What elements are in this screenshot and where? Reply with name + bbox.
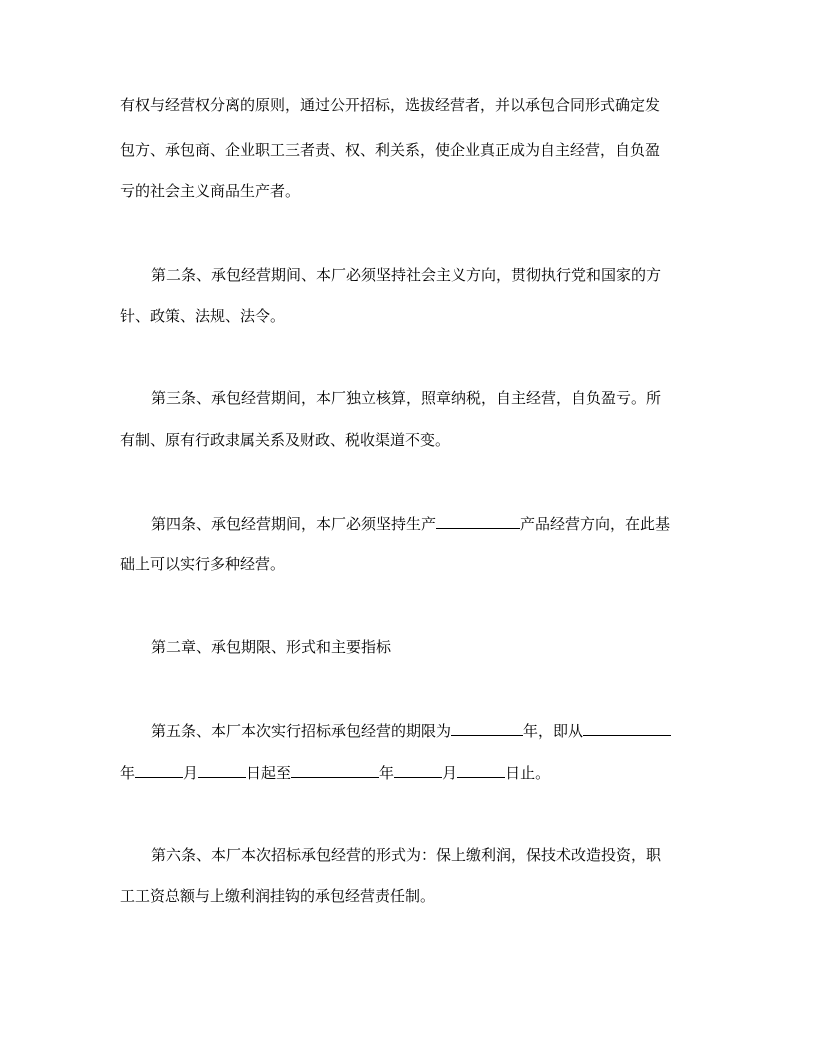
article-5-text-a: 第五条、本厂本次实行招标承包经营的期限为 [151,722,452,740]
year-label: 年 [379,764,395,782]
article-5-line-2 [120,762,550,783]
chapter-heading: 第二章、承包期限、形式和主要指标 [151,638,392,656]
month-label: 月 [183,764,199,782]
product-blank-field[interactable] [436,513,520,529]
paragraph-line: 包方、承包商、企业职工三者责、权、利关系，使企业真正成为自主经营，自负盈 [120,141,661,159]
article-5-line-1 [151,720,671,741]
article-2-line-2: 针、政策、法规、法令。 [120,307,286,325]
paragraph-line: 亏的社会主义商品生产者。 [120,182,301,200]
year-label: 年 [120,764,136,782]
month-label: 月 [442,764,458,782]
article-4-text-a: 第四条、承包经营期间，本厂必须坚持生产 [151,515,437,533]
article-3-line-2: 有制、原有行政隶属关系及财政、税收渠道不变。 [120,431,451,449]
article-6-line-1: 第六条、本厂本次招标承包经营的形式为：保上缴利润，保技术改造投资，职 [151,846,662,864]
article-5-text-b: 年，即从 [523,722,584,740]
term-years-blank-field[interactable] [451,720,523,736]
start-day-blank-field[interactable] [198,762,246,778]
article-6-line-2: 工工资总额与上缴利润挂钩的承包经营责任制。 [120,887,436,905]
article-4-line-1 [151,513,670,534]
day-end-label: 日止。 [505,764,551,782]
start-month-blank-field[interactable] [135,762,183,778]
paragraph-line: 有权与经营权分离的原则，通过公开招标，选拔经营者，并以承包合同形式确定发 [120,96,661,114]
article-3-line-1: 第三条、承包经营期间，本厂独立核算，照章纳税，自主经营，自负盈亏。所 [151,389,662,407]
day-from-to-label: 日起至 [246,764,292,782]
article-2-line-1: 第二条、承包经营期间、本厂必须坚持社会主义方向，贯彻执行党和国家的方 [151,266,662,284]
start-year-blank-field[interactable] [583,720,671,736]
end-year-blank-field[interactable] [291,762,379,778]
article-4-line-2: 础上可以实行多种经营。 [120,555,286,573]
end-month-blank-field[interactable] [394,762,442,778]
article-4-text-b: 产品经营方向，在此基 [520,515,671,533]
end-day-blank-field[interactable] [457,762,505,778]
